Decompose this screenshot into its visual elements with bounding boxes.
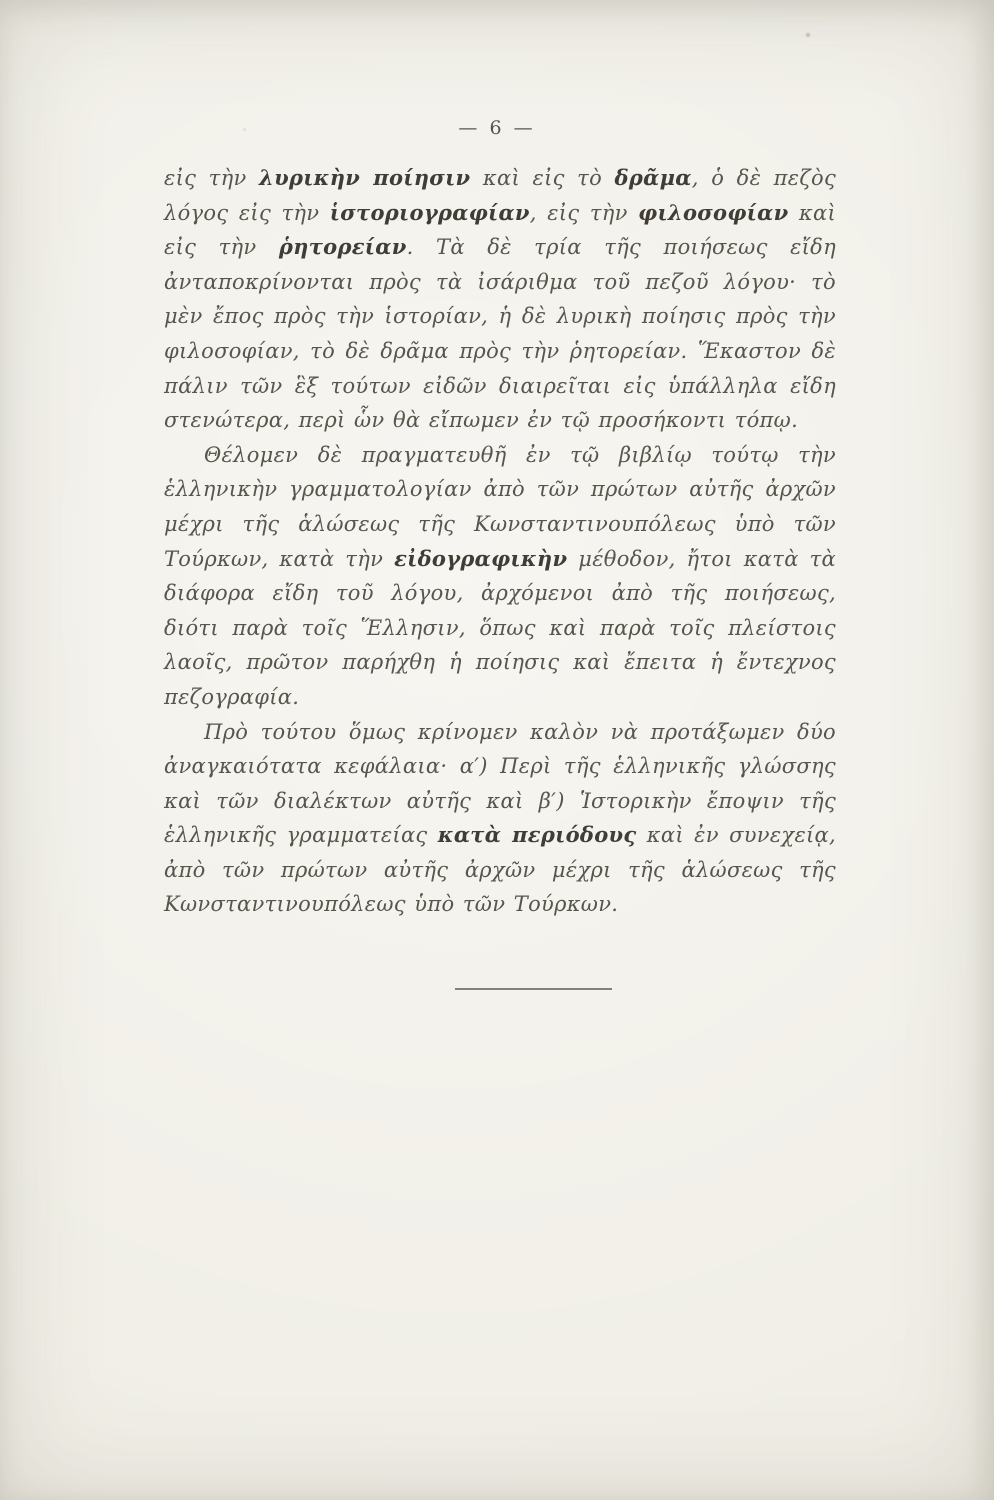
- text-run: εἰς τὴν: [164, 166, 260, 190]
- emphasis-run: λυρικὴν ποίησιν: [259, 165, 471, 190]
- section-divider-rule: [455, 988, 612, 990]
- emphasis-run: κατὰ περιόδους: [437, 822, 637, 848]
- paragraph-preliminary-chapters: [164, 715, 836, 923]
- paper-speck: [243, 128, 246, 131]
- text-run: καὶ ἐν συνεχείᾳ, ἀπὸ τῶν πρώτων αὐτῆς ἀρχῶν μέχρι τῆς ἁλώσεως τῆς Κωνσταντινουπόλεως ὑπὸ τῶν Τούρκων.: [164, 823, 836, 917]
- page-number: — 6 —: [458, 117, 536, 139]
- emphasis-run: φιλοσοφίαν: [638, 199, 789, 225]
- paragraph-continuation: [164, 161, 836, 438]
- text-run: μέθοδον, ἤτοι κατὰ τὰ διάφορα εἴδη τοῦ λόγου, ἀρχόμενοι ἀπὸ τῆς ποιήσεως, διότι παρὰ τοῖς Ἕλλησιν, ὅπως καὶ παρὰ τοῖς πλείστοις λαοῖς, πρῶτον παρήχθη ἡ ποίησις καὶ ἔπειτα ἡ ἔντεχνος πεζογραφία.: [164, 546, 836, 709]
- emphasis-run: εἰδογραφικὴν: [394, 545, 568, 571]
- paper-speck: [806, 33, 810, 37]
- text-run: Πρὸ τούτου ὅμως κρίνομεν καλὸν νὰ προτάξωμεν δύο ἀναγκαιότατα κεφάλαια· α′) Περὶ τῆς ἑλληνικῆς γλώσσης καὶ τῶν διαλέκτων αὐτῆς καὶ β′) Ἱστορικὴν ἔποψιν τῆς ἑλληνικῆς γραμματείας: [164, 719, 836, 848]
- text-run: καὶ εἰς τὴν: [164, 200, 836, 260]
- text-block: [164, 161, 836, 922]
- text-run: Θέλομεν δὲ πραγματευθῆ ἐν τῷ βιβλίῳ τούτῳ τὴν ἑλληνικὴν γραμματολογίαν ἀπὸ τῶν πρώτων αὐτῆς ἀρχῶν μέχρι τῆς ἁλώσεως τῆς Κωνσταντινουπόλεως ὑπὸ τῶν Τούρκων, κατὰ τὴν: [164, 442, 836, 571]
- text-run: καὶ εἰς τὸ: [470, 166, 615, 190]
- text-run: , εἰς τὴν: [529, 200, 639, 225]
- paragraph-plan-of-book: [164, 438, 836, 715]
- emphasis-run: ἱστοριογραφίαν: [329, 199, 530, 225]
- emphasis-run: δρᾶμα: [614, 165, 692, 190]
- emphasis-run: ῥητορείαν: [278, 234, 407, 260]
- text-run: , ὁ δὲ πεζὸς λόγος εἰς τὴν: [164, 166, 837, 225]
- text-run: . Τὰ δὲ τρία τῆς ποιήσεως εἴδη ἀνταποκρίνονται πρὸς τὰ ἰσάριθμα τοῦ πεζοῦ λόγου· τὸ μὲν ἔπος πρὸς τὴν ἱστορίαν, ἡ δὲ λυρικὴ ποίησις πρὸς τὴν φιλοσοφίαν, τὸ δὲ δρᾶμα πρὸς τὴν ῥητορείαν. Ἕκαστον δὲ πάλιν τῶν ἓξ τούτων εἰδῶν διαιρεῖται εἰς ὑπάλληλα εἴδη στενώτερα, περὶ ὧν θὰ εἴπωμεν ἐν τῷ προσήκοντι τόπῳ.: [164, 235, 836, 433]
